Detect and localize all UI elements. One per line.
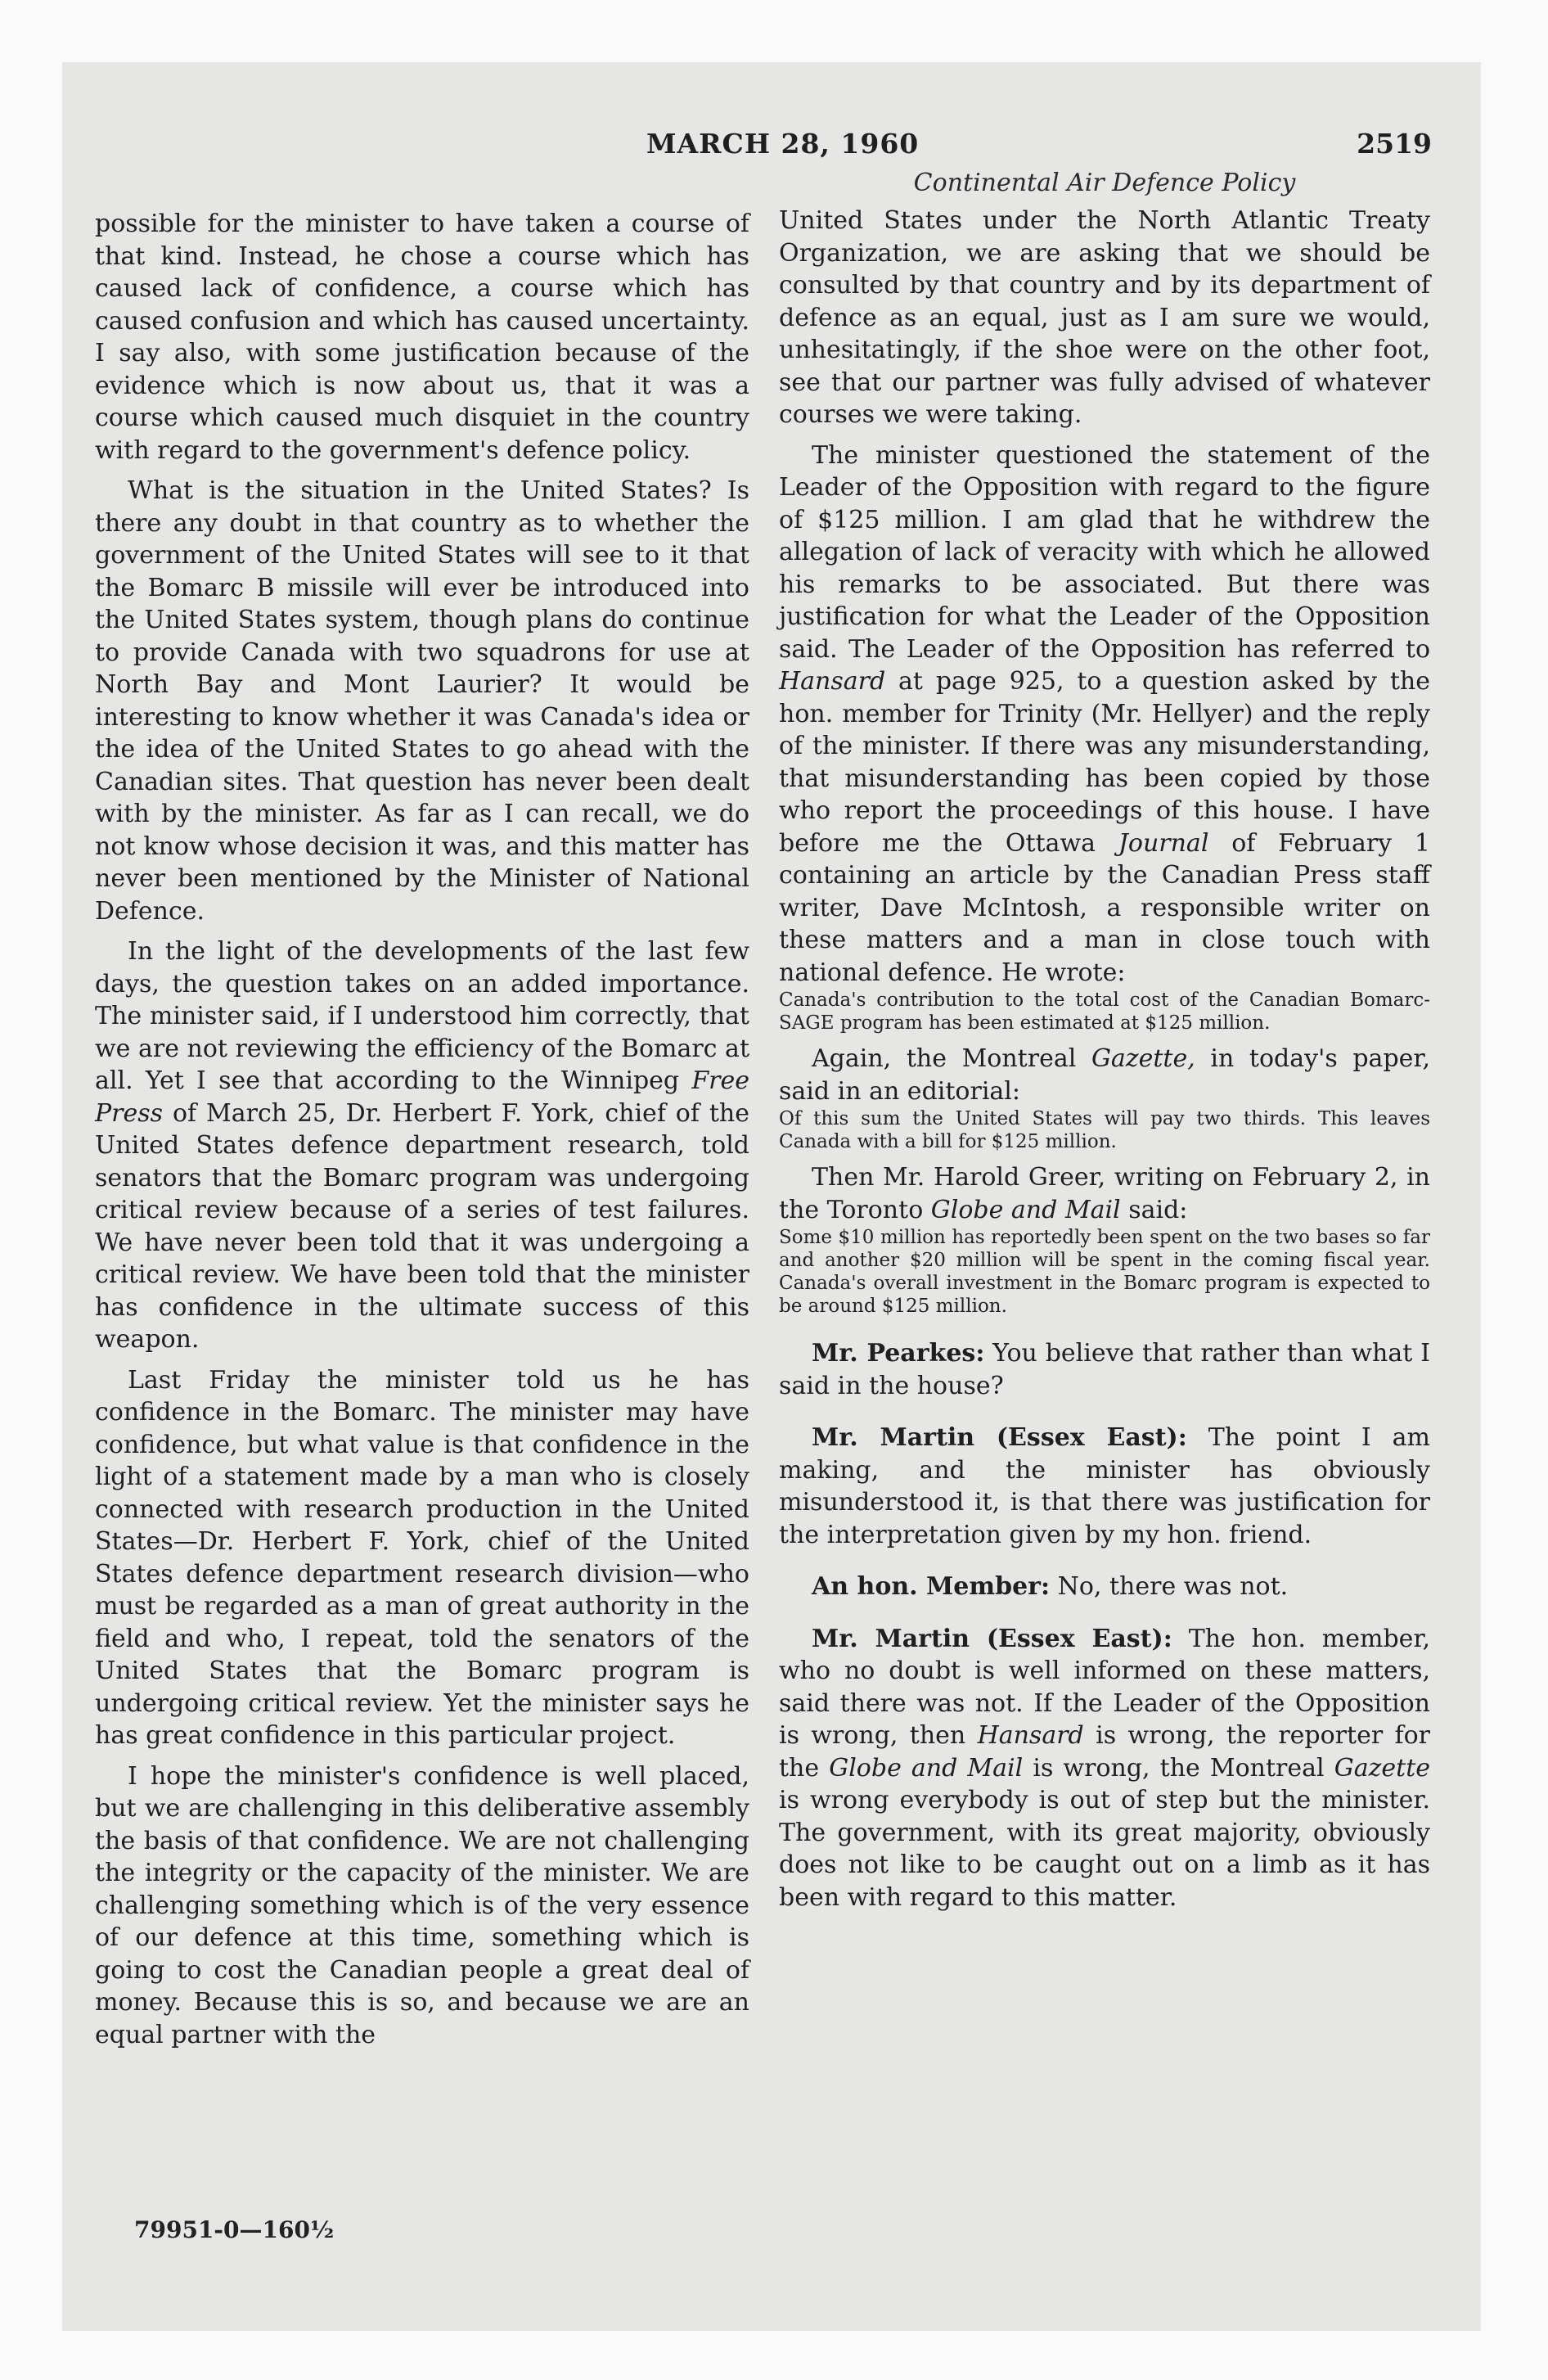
free-press-title: Free Press (95, 1066, 749, 1128)
right-p3-text-b: in today's paper, said in an editorial: (779, 1044, 1430, 1106)
speech-hon-member (779, 1571, 1430, 1603)
right-p2-text-a: The minister questioned the statement of the Leader of the Opposition with regard to the figure of $125 million. I am glad that he withdrew the allegation of lack of veracity with which he allowed his remarks to be associated. But there was justification for what the Leader of the Opposition said. The Leader of the Opposition has referred to (779, 440, 1430, 664)
globe-mail-title: Globe and Mail (930, 1195, 1121, 1224)
speech-pearkes-text: You believe that rather than what I said in the house? (779, 1339, 1430, 1400)
right-p2-text-b: at page 925, to a question asked by the hon. member for Trinity (Mr. Hellyer) and the reply of the minister. If there was any misunderstanding, that misunderstanding has been copied by those who report the proceedings of this house. I have before me the Ottawa (779, 667, 1430, 858)
speech-martin-2-text-b: is wrong, the reporter for the (779, 1721, 1430, 1783)
speech-pearkes (779, 1337, 1430, 1402)
right-column (779, 167, 1430, 1913)
speaker-pearkes: Mr. Pearkes: (812, 1339, 985, 1368)
gazette-title: Gazette, (1091, 1044, 1195, 1073)
right-p4-text-a: Then Mr. Harold Greer, writing on February 2, in the Toronto (779, 1163, 1430, 1224)
quote-mcintosh: Canada's contribution to the total cost of the Canadian Bomarc-SAGE program has been estimated at $125 million. (779, 989, 1430, 1034)
speech-martin-2-text-a: The hon. member, who no doubt is well informed on these matters, said there was not. If the Leader of the Opposition is wrong, then (779, 1624, 1430, 1750)
left-paragraph-5: I hope the minister's confidence is well placed, but we are challenging in this deliberative assembly the basis of that confidence. We are not challenging the integrity or the capacity of the minister. We are challenging something which is of the very essence of our defence at this time, something which is going to cost the Canadian people a great deal of money. Because this is so, and because we are an equal partner with the (95, 1761, 749, 2049)
right-paragraph-4 (779, 1161, 1430, 1226)
page (62, 62, 1481, 2331)
right-p2-text-c: of February 1 containing an article by the Canadian Press staff writer, Dave McIntosh, a responsible writer on these matters and a man in close touch with national defence. He wrote: (779, 828, 1431, 987)
hansard-title: Hansard (779, 667, 886, 696)
right-p4-text-b: said: (1128, 1195, 1188, 1224)
footer-reference: 79951-0—160½ (134, 2216, 335, 2243)
gazette-title-2: Gazette (1334, 1753, 1431, 1783)
speaker-martin-1: Mr. Martin (Essex East): (812, 1423, 1187, 1452)
page-header (62, 128, 1481, 169)
speech-martin-2-text-d: is wrong everybody is out of step but the minister. The government, with its great majority, obviously does not like to be caught out on a limb as it has been with regard to this matter. (779, 1786, 1430, 1912)
speech-martin-1-text: The point I am making, and the minister has obviously misunderstood it, is that there was justification for the interpretation given by my hon. friend. (779, 1423, 1430, 1549)
left-p3-text-a: In the light of the developments of the last few days, the question takes on an added importance. The minister said, if I understood him correctly, that we are not reviewing the efficiency of the Bomarc at all. Yet I see that according to the Winnipeg (95, 937, 749, 1095)
quote-gazette: Of this sum the United States will pay two thirds. This leaves Canada with a bill for $125 million. (779, 1108, 1430, 1152)
running-head: Continental Air Defence Policy (913, 169, 1296, 197)
left-paragraph-3 (95, 935, 749, 1356)
speech-martin-1 (779, 1422, 1430, 1551)
speech-martin-2 (779, 1623, 1430, 1914)
journal-title: Journal (1118, 828, 1209, 858)
header-page-number: 2519 (1357, 128, 1432, 160)
speaker-hon-member: An hon. Member: (812, 1572, 1051, 1601)
right-p3-text-a: Again, the Montreal (812, 1044, 1077, 1073)
right-paragraph-2 (779, 439, 1430, 989)
speaker-martin-2: Mr. Martin (Essex East): (812, 1624, 1172, 1653)
hansard-title-2: Hansard (977, 1721, 1084, 1750)
globe-mail-title-2: Globe and Mail (829, 1753, 1024, 1783)
left-p3-text-b: of March 25, Dr. Herbert F. York, chief of the United States defence department research, told senators that the Bomarc program was undergoing critical review because of a series of test failures. We have never been told that it was undergoing a critical review. We have been told that the minister has confidence in the ultimate success of this weapon. (95, 1098, 749, 1354)
speech-hon-member-text: No, there was not. (1057, 1572, 1289, 1601)
right-paragraph-3 (779, 1043, 1430, 1107)
speech-martin-2-text-c: is wrong, the Montreal (1033, 1753, 1325, 1783)
left-paragraph-4: Last Friday the minister told us he has confidence in the Bomarc. The minister may have confidence, but what value is that confidence in the light of a statement made by a man who is closely connected with research production in the United States—Dr. Herbert F. York, chief of the United States defence department research division—who must be regarded as a man of great authority in the field and who, I repeat, told the senators of the United States that the Bomarc program is undergoing critical review. Yet the minister says he has great confidence in this particular project. (95, 1365, 749, 1750)
right-paragraph-1: United States under the North Atlantic Treaty Organization, we are asking that we should be consulted by that country and by its department of defence as an equal, just as I am sure we would, unhesitatingly, if the shoe were on the other foot, see that our partner was fully advised of whatever courses we were taking. (779, 206, 1430, 429)
left-paragraph-2: What is the situation in the United States? Is there any doubt in that country as to whether the government of the United States will see to it that the Bomarc B missile will ever be introduced into the United States system, though plans do continue to provide Canada with two squadrons for use at North Bay and Mont Laurier? It would be interesting to know whether it was Canada's idea or the idea of the United States to go ahead with the Canadian sites. That question has never been dealt with by the minister. As far as I can recall, we do not know whose decision it was, and this matter has never been mentioned by the Minister of National Defence. (95, 476, 749, 926)
left-paragraph-1: possible for the minister to have taken a course of that kind. Instead, he chose a course which has caused lack of confidence, a course which has caused confusion and which has caused uncertainty. I say also, with some justification because of the evidence which is now about us, that it was a course which caused much disquiet in the country with regard to the government's defence policy. (95, 210, 749, 465)
header-date: MARCH 28, 1960 (646, 128, 920, 160)
quote-greer: Some $10 million has reportedly been spent on the two bases so far and another $20 million will be spent in the coming fiscal year. Canada's overall investment in the Bomarc program is expected to be around $125 million. (779, 1227, 1430, 1317)
left-column (95, 208, 749, 2051)
